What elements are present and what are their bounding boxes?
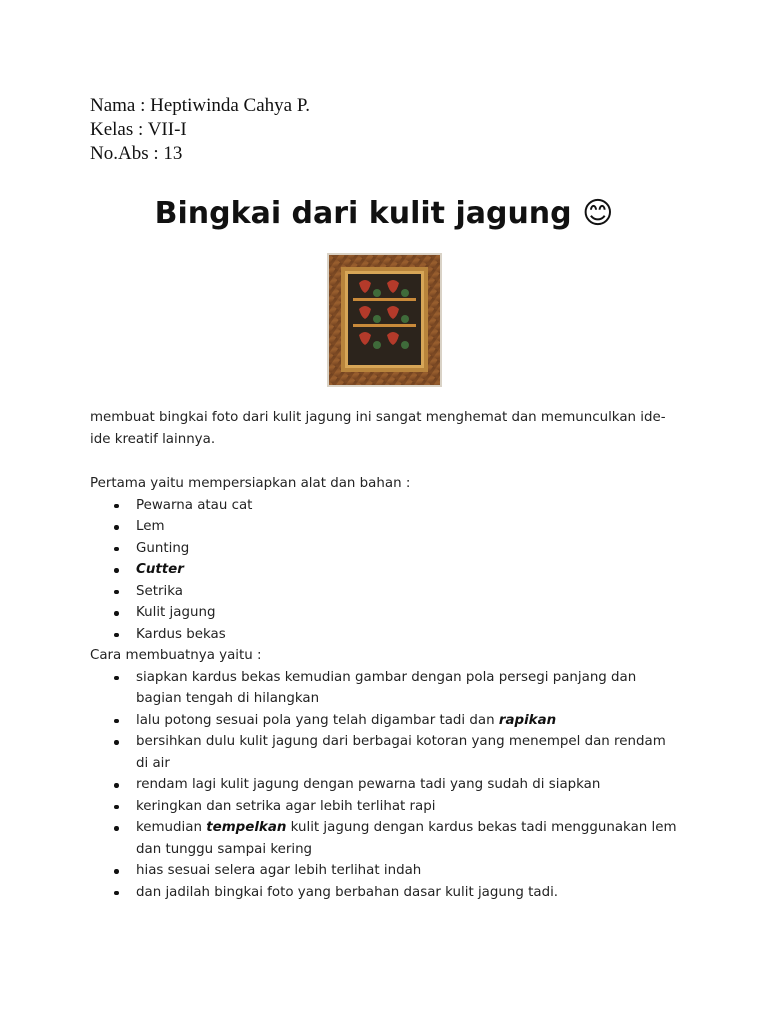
list-item: hias sesuai selera agar lebih terlihat indah: [136, 860, 680, 882]
emphasis-text: rapikan: [498, 712, 557, 728]
step-text: kemudian: [136, 820, 207, 835]
list-item: Gunting: [136, 538, 680, 560]
step-text: lalu potong sesuai pola yang telah digambar tadi dan: [136, 712, 499, 728]
article-body: [90, 407, 680, 903]
step-text: kulit jagung dengan kardus bekas tadi menggunakan lem dan tunggu sampai kering: [136, 820, 677, 857]
picture-frame-photo: [327, 253, 442, 387]
steps-heading: Cara membuatnya yaitu :: [90, 648, 262, 663]
student-info: [90, 94, 310, 166]
student-class: Kelas : VII-I: [90, 119, 187, 140]
list-item: dan jadilah bingkai foto yang berbahan dasar kulit jagung tadi.: [136, 882, 680, 904]
intro-paragraph: membuat bingkai foto dari kulit jagung ini sangat menghemat dan memunculkan ide-ide kreatif lainnya.: [90, 410, 666, 447]
list-item: keringkan dan setrika agar lebih terlihat rapi: [136, 796, 680, 818]
list-item: Cutter: [136, 559, 680, 581]
emphasis-text: tempelkan: [206, 820, 287, 835]
list-item: siapkan kardus bekas kemudian gambar dengan pola persegi panjang dan bagian tengah di hilangkan: [136, 667, 680, 710]
list-item: Kardus bekas: [136, 624, 680, 646]
list-item: Setrika: [136, 581, 680, 603]
list-item: Pewarna atau cat: [136, 495, 680, 517]
list-item: [136, 710, 680, 732]
student-name: Nama : Heptiwinda Cahya P.: [90, 95, 311, 116]
page-title: Bingkai dari kulit jagung 😊: [154, 196, 614, 231]
list-item: rendam lagi kulit jagung dengan pewarna tadi yang sudah di siapkan: [136, 774, 680, 796]
steps-list: [90, 667, 680, 904]
list-item: Lem: [136, 516, 680, 538]
list-item: [136, 817, 680, 860]
materials-heading: Pertama yaitu mempersiapkan alat dan bahan :: [90, 476, 411, 491]
student-number: No.Abs : 13: [90, 143, 183, 164]
list-item: Kulit jagung: [136, 602, 680, 624]
list-item: bersihkan dulu kulit jagung dari berbagai kotoran yang menempel dan rendam di air: [136, 731, 680, 774]
materials-list: [90, 495, 680, 646]
